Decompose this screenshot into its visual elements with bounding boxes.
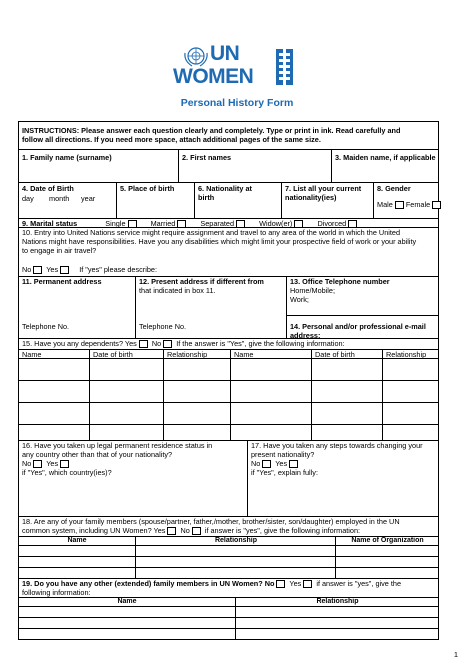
q16-line-1: 16. Have you taken up legal permanent residence status in [22, 441, 213, 450]
q15-no-checkbox[interactable] [163, 340, 172, 348]
q16-yes-label: Yes [46, 459, 59, 468]
q18-h-rel-cell [135, 537, 335, 545]
q18-row[interactable] [19, 556, 438, 567]
q19-post: if answer is "yes", give the [316, 579, 401, 588]
dep-h-rel-2-cell [382, 350, 438, 358]
q3-cell[interactable] [331, 150, 438, 182]
q16-if: if "Yes", which country(ies)? [22, 468, 112, 477]
row-address [19, 276, 438, 338]
dep-cell [311, 403, 382, 424]
q17-if: if "Yes", explain fully: [251, 468, 318, 477]
q18-cell [135, 568, 335, 578]
equality-symbol-icon [276, 49, 293, 85]
tel1-label: Telephone No. [22, 322, 70, 331]
q14-label-1: 14. Personal and/or professional e-mail [290, 322, 426, 331]
q17-yes-checkbox[interactable] [289, 460, 298, 468]
q10-yes-checkbox[interactable] [60, 266, 69, 274]
q18-h-name: Name [67, 537, 87, 544]
dependents-row[interactable] [19, 380, 438, 402]
q18-cell [335, 546, 438, 556]
q18-row[interactable] [19, 567, 438, 578]
dep-cell [89, 425, 163, 440]
q16-no-checkbox[interactable] [33, 460, 42, 468]
dep-h-rel-1-cell [163, 350, 230, 358]
q12-cell[interactable] [135, 277, 286, 338]
logo-women: WOMEN [173, 65, 254, 88]
q17-yes-label: Yes [275, 459, 288, 468]
q19-text: 19. Do you have any other (extended) family members in UN Women? No [22, 579, 275, 588]
q19-header-row [19, 597, 438, 606]
q19-cell [235, 607, 438, 617]
dep-h-name-2-cell [230, 350, 311, 358]
dep-cell [230, 403, 311, 424]
dep-cell [163, 381, 230, 402]
male-label: Male [377, 200, 393, 209]
row-family-un [19, 516, 438, 536]
q1-label: 1. Family name (surname) [22, 153, 112, 162]
dep-cell [311, 381, 382, 402]
dependents-header-row [19, 349, 438, 358]
q19-row[interactable] [19, 628, 438, 639]
dep-h-dob-1-cell [89, 350, 163, 358]
q5-cell[interactable] [116, 183, 194, 218]
q19-yes-checkbox[interactable] [303, 580, 312, 588]
dep-cell [382, 381, 438, 402]
q17-no-label: No [251, 459, 261, 468]
dep-cell [382, 359, 438, 380]
q19-cell [235, 629, 438, 639]
q19-no-checkbox[interactable] [276, 580, 285, 588]
row-birth [19, 182, 438, 218]
q18-cell [335, 557, 438, 567]
separated-label: Separated [200, 219, 235, 228]
q18-cell [135, 546, 335, 556]
q10-yes-label: Yes [46, 265, 59, 274]
instructions-line-2: follow all directions. If you need more space, attach additional pages of the same size. [22, 135, 321, 144]
dep-cell [230, 359, 311, 380]
row-disability [19, 227, 438, 276]
q19-cell [235, 618, 438, 628]
q7-cell[interactable] [281, 183, 373, 218]
q17-line-2: present nationality? [251, 450, 315, 459]
q15-no: No [151, 339, 162, 348]
dep-cell [311, 359, 382, 380]
q19-h-name: Name [117, 598, 137, 605]
q10-no-checkbox[interactable] [33, 266, 42, 274]
q10-line-1: 10. Entry into United Nations service might require assignment and travel to any area of the world in which the United [22, 228, 401, 237]
form-title: Personal History Form [180, 97, 294, 109]
female-checkbox[interactable] [432, 201, 441, 209]
female-label: Female [405, 200, 431, 209]
q19-h-rel: Relationship [316, 598, 359, 605]
q18-cell [335, 568, 438, 578]
dep-h-rel-1: Relationship [167, 350, 208, 359]
q19-yes-text: Yes [289, 579, 302, 588]
q18-yes-text: common system, including UN Women? Yes [22, 526, 166, 535]
personal-history-form [18, 121, 439, 640]
dep-h-dob-1: Date of birth [93, 350, 133, 359]
q2-cell[interactable] [178, 150, 331, 182]
row-names [19, 149, 438, 182]
instructions-line-1: INSTRUCTIONS: Please answer each question clearly and completely. Type or print in ink. Read carefully and [22, 126, 401, 135]
q18-no-checkbox[interactable] [192, 527, 201, 535]
q16-yes-checkbox[interactable] [60, 460, 69, 468]
q2-label: 2. First names [182, 153, 232, 162]
q7-label-2: nationality(ies) [285, 193, 337, 202]
q18-post: if answer is "yes", give the following information: [204, 526, 361, 535]
q6-label-1: 6. Nationality at [198, 184, 252, 193]
row-residence [19, 440, 438, 516]
q18-header-row [19, 536, 438, 545]
q9-label: 9. Marital status [22, 219, 78, 228]
dep-h-dob-2-cell [311, 350, 382, 358]
dep-h-rel-2: Relationship [386, 350, 427, 359]
q13-14-cell [286, 277, 438, 338]
q3-label: 3. Maiden name, if applicable [335, 153, 436, 162]
q18-line-1: 18. Are any of your family members (spouse/partner, father,/mother, brother/sister, son/daughter) employed in the UN [22, 517, 400, 526]
q19-row[interactable] [19, 617, 438, 628]
divorced-label: Divorced [317, 219, 347, 228]
q18-row[interactable] [19, 545, 438, 556]
un-women-logo [173, 42, 302, 88]
q14-label-2: address: [290, 331, 321, 340]
row-marital [19, 218, 438, 227]
q6-cell[interactable] [194, 183, 281, 218]
dependents-row[interactable] [19, 424, 438, 440]
q17-no-checkbox[interactable] [262, 460, 271, 468]
dep-cell [89, 381, 163, 402]
q8-options [377, 201, 443, 210]
dep-cell [382, 403, 438, 424]
q18-h-org: Name of Organization [351, 537, 424, 544]
q10-describe: If "yes" please describe: [79, 265, 157, 274]
q13-work: Work; [290, 295, 309, 304]
q4-day: day [22, 194, 34, 203]
q17-line-1: 17. Have you taken any steps towards changing your [251, 441, 423, 450]
q15-pre: 15. Have you any dependents? Yes [22, 339, 137, 348]
dep-cell [89, 403, 163, 424]
q8-cell [373, 183, 438, 218]
q6-label-2: birth [198, 193, 215, 202]
dep-h-name-1: Name [22, 350, 42, 359]
dep-cell [163, 359, 230, 380]
dependents-row[interactable] [19, 358, 438, 380]
q18-h-rel: Relationship [214, 537, 257, 544]
q19-row[interactable] [19, 606, 438, 617]
q7-label-1: 7. List all your current [285, 184, 362, 193]
q10-no-label: No [22, 265, 32, 274]
q10-answer [22, 266, 157, 275]
dependents-row[interactable] [19, 402, 438, 424]
married-label: Married [150, 219, 176, 228]
q12-label-2: that indicated in box 11. [139, 286, 216, 295]
q4-label: 4. Date of Birth [22, 184, 74, 193]
q13-home: Home/Mobile; [290, 286, 336, 295]
q18-line-2 [22, 527, 360, 536]
tel2-label: Telephone No. [139, 322, 187, 331]
row-extended-family [19, 578, 438, 597]
q5-label: 5. Place of birth [120, 184, 175, 193]
q18-h-org-cell [335, 537, 438, 545]
q18-yes-checkbox[interactable] [167, 527, 176, 535]
dep-cell [382, 425, 438, 440]
dep-cell [230, 381, 311, 402]
q19-line-2: following information: [22, 588, 91, 597]
q8-label: 8. Gender [377, 184, 411, 193]
logo-un: UN [210, 42, 240, 65]
q17-cell [247, 441, 438, 516]
q16-no-label: No [22, 459, 32, 468]
row-dependents-question [19, 338, 438, 349]
q10-line-2: Nations might have responsibilities. Have you any disabilities which might limit your prospective field of work or your ability [22, 237, 417, 246]
dep-cell [163, 403, 230, 424]
q15-post: If the answer is "Yes", give the following information: [176, 339, 345, 348]
q16-line-2: any country other than that of your nationality? [22, 450, 173, 459]
q19-h-rel-cell [235, 598, 438, 606]
q10-line-3: to engage in air travel? [22, 246, 97, 255]
dep-cell [89, 359, 163, 380]
dep-cell [311, 425, 382, 440]
q4-month: month [49, 194, 70, 203]
dep-h-dob-2: Date of birth [315, 350, 355, 359]
single-label: Single [105, 219, 126, 228]
q11-label: 11. Permanent address [22, 277, 102, 286]
widow-label: Widow(er) [259, 219, 293, 228]
dep-h-name-2: Name [234, 350, 254, 359]
page-number: 1 [453, 650, 458, 659]
q12-label-1: 12. Present address if different from [139, 277, 264, 286]
q18-no-text: No [180, 526, 190, 535]
q15-line [22, 340, 345, 349]
q15-yes-checkbox[interactable] [139, 340, 148, 348]
q14-divider [287, 315, 438, 316]
male-checkbox[interactable] [395, 201, 404, 209]
dep-cell [230, 425, 311, 440]
q18-cell [135, 557, 335, 567]
q4-year: year [81, 194, 96, 203]
q13-label: 13. Office Telephone number [290, 277, 390, 286]
dep-cell [163, 425, 230, 440]
